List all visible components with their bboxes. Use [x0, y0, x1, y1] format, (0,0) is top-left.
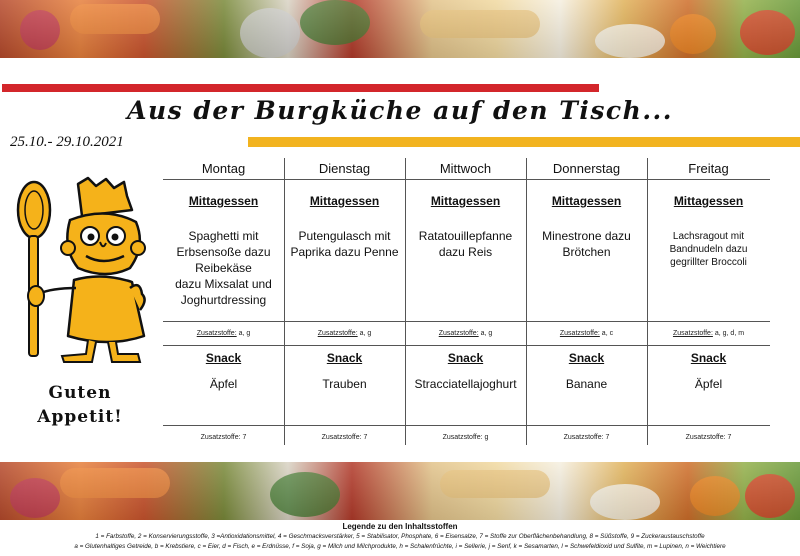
dish-line: Putengulasch mit — [298, 229, 391, 243]
dish-line: Lachsragout mit — [672, 231, 745, 242]
snack-item: Äpfel — [694, 377, 723, 391]
additives-legend — [0, 522, 800, 552]
lunch-title: Mittagessen — [430, 194, 501, 208]
additives-label: Zusatzstoffe: — [196, 330, 237, 337]
snack-additives-mittwoch: Zusatzstoffe: g — [442, 434, 489, 441]
day-header-mittwoch: Mittwoch — [439, 161, 492, 176]
dish-line: Spaghetti mit — [188, 229, 259, 243]
additives-label: Zusatzstoffe: — [438, 330, 479, 337]
additives-label: Zusatzstoffe: — [559, 330, 600, 337]
lunch-additives-freitag — [647, 330, 770, 337]
snack-additives-dienstag: Zusatzstoffe: 7 — [321, 434, 368, 441]
snack-item: Banane — [565, 377, 608, 391]
lunch-cell-donnerstag — [526, 194, 647, 260]
snack-title: Snack — [568, 351, 605, 365]
legend-line-numbers: 1 = Farbstoffe, 2 = Konservierungsstoffe, 3 =Antioxidationsmittel, 4 = Geschmacksverstärker, 5 = Stabilisator, Phosphate, 6 = Eisensalze, 7 = Stoffe zur Oberflächenbehandlung, 8 = Süßstoffe, 9 = Zuckeraustauschstoffe — [95, 533, 705, 540]
day-header-donnerstag: Donnerstag — [552, 161, 621, 176]
snack-item: Trauben — [322, 377, 367, 391]
snack-title: Snack — [690, 351, 727, 365]
greeting-line-2: Appetit! — [37, 407, 123, 427]
additives-value: a, g — [238, 330, 251, 337]
lunch-cell-montag — [163, 194, 284, 308]
day-header-montag: Montag — [201, 161, 246, 176]
additives-label: Zusatzstoffe: — [317, 330, 358, 337]
lunch-dish — [284, 228, 405, 260]
snack-title: Snack — [326, 351, 363, 365]
lunch-bottom-rule — [163, 321, 770, 322]
lunch-dish — [163, 228, 284, 308]
page-title: Aus der Burgküche auf den Tisch... — [127, 96, 673, 125]
snack-item: Äpfel — [209, 377, 238, 391]
snack-cell-montag — [163, 351, 284, 392]
orange-divider — [248, 137, 800, 147]
lunch-cell-mittwoch — [405, 194, 526, 260]
legend-line-letters: a = Glutenhaltiges Getreide, b = Krebstiere, c = Eier, d = Fisch, e = Erdnüsse, f = Soja, g = Milch und Milchprodukte, h = Schalenfrüchte, i = Sellerie, j = Senf, k = Sesamarten, l = Schwefeldioxid und Sulfite, m = Lupinen, n = Weichtiere — [74, 543, 726, 550]
dish-line: Reibekäse — [195, 261, 252, 275]
red-divider — [2, 84, 599, 92]
lunch-additives-dienstag — [284, 330, 405, 337]
dish-line: Paprika dazu Penne — [290, 245, 399, 259]
snack-additives-freitag: Zusatzstoffe: 7 — [685, 434, 732, 441]
snack-item: Stracciatellajoghurt — [414, 377, 517, 391]
lunch-additives-montag — [163, 330, 284, 337]
greeting — [10, 381, 150, 429]
day-header-dienstag: Dienstag — [318, 161, 371, 176]
snack-additives-donnerstag: Zusatzstoffe: 7 — [563, 434, 610, 441]
lunch-dish — [405, 228, 526, 260]
lunch-additives-rule — [163, 345, 770, 346]
additives-value: a, g — [480, 330, 493, 337]
lunch-dish — [526, 228, 647, 260]
chef-mascot-icon — [12, 176, 152, 366]
greeting-line-1: Guten — [48, 383, 112, 403]
dish-line: Minestrone dazu — [542, 229, 631, 243]
date-range: 25.10.- 29.10.2021 — [10, 134, 124, 150]
snack-cell-dienstag — [284, 351, 405, 392]
snack-title: Snack — [205, 351, 242, 365]
additives-label: Zusatzstoffe: — [672, 330, 713, 337]
dish-line: gegrillter Broccoli — [670, 257, 747, 268]
header-rule — [163, 179, 770, 180]
dish-line: Joghurtdressing — [180, 293, 267, 307]
snack-bottom-rule — [163, 425, 770, 426]
snack-cell-mittwoch — [405, 351, 526, 392]
day-header-freitag: Freitag — [688, 161, 729, 176]
dish-line: Ratatouillepfanne — [418, 229, 513, 243]
top-food-banner — [0, 0, 800, 58]
lunch-dish — [647, 230, 770, 269]
lunch-additives-mittwoch — [405, 330, 526, 337]
dish-line: dazu Reis — [438, 245, 493, 259]
bottom-food-banner — [0, 462, 800, 520]
snack-cell-freitag — [647, 351, 770, 392]
lunch-title: Mittagessen — [309, 194, 380, 208]
lunch-title: Mittagessen — [673, 194, 744, 208]
snack-additives-montag: Zusatzstoffe: 7 — [200, 434, 247, 441]
dish-line: dazu Mixsalat und — [175, 277, 272, 291]
lunch-title: Mittagessen — [188, 194, 259, 208]
snack-cell-donnerstag — [526, 351, 647, 392]
lunch-additives-donnerstag — [526, 330, 647, 337]
additives-value: a, g, d, m — [714, 330, 745, 337]
snack-title: Snack — [447, 351, 484, 365]
lunch-cell-freitag — [647, 194, 770, 269]
legend-title: Legende zu den Inhaltsstoffen — [342, 522, 458, 531]
dish-line: Brötchen — [562, 245, 611, 259]
lunch-title: Mittagessen — [551, 194, 622, 208]
dish-line: Erbsensoße dazu — [176, 245, 271, 259]
additives-value: a, c — [601, 330, 614, 337]
dish-line: Bandnudeln dazu — [669, 244, 748, 255]
lunch-cell-dienstag — [284, 194, 405, 260]
additives-value: a, g — [359, 330, 372, 337]
